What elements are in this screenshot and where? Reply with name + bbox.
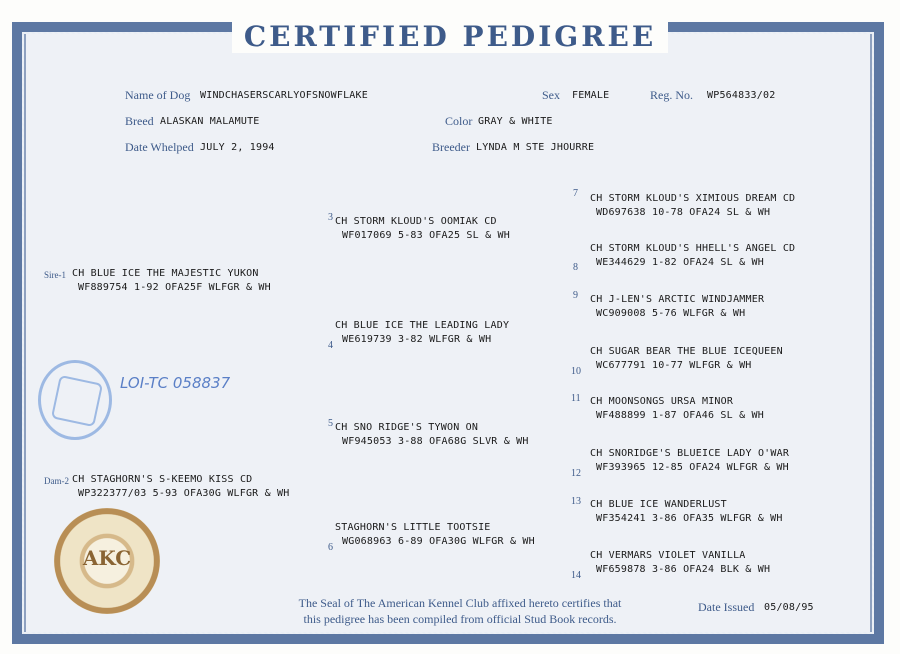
ggp-number: 14: [571, 570, 581, 581]
gp-name: CH STORM KLOUD'S OOMIAK CD: [335, 216, 497, 227]
sire-detail: WF889754 1-92 OFA25F WLFGR & WH: [78, 282, 271, 293]
gp-name: CH SNO RIDGE'S TYWON ON: [335, 422, 479, 433]
gp-detail: WE619739 3-82 WLFGR & WH: [342, 334, 492, 345]
ggp-name: CH VERMARS VIOLET VANILLA: [590, 550, 746, 561]
color-value: GRAY & WHITE: [478, 116, 553, 127]
gp-number: 5: [328, 418, 333, 429]
breed-value: ALASKAN MALAMUTE: [160, 116, 260, 127]
ggp-name: CH SUGAR BEAR THE BLUE ICEQUEEN: [590, 346, 783, 357]
ggp-name: CH STORM KLOUD'S HHELL'S ANGEL CD: [590, 243, 796, 254]
date-issued-label: Date Issued: [698, 600, 755, 614]
breed-label: Breed: [125, 114, 154, 128]
dog-name: WINDCHASERSCARLYOFSNOWFLAKE: [200, 90, 368, 101]
ggp-name: CH STORM KLOUD'S XIMIOUS DREAM CD: [590, 193, 796, 204]
ggp-detail: WE344629 1-82 OFA24 SL & WH: [596, 257, 764, 268]
reg-label: Reg. No.: [650, 88, 693, 102]
ggp-name: CH SNORIDGE'S BLUEICE LADY O'WAR: [590, 448, 790, 459]
ggp-detail: WF393965 12-85 OFA24 WLFGR & WH: [596, 462, 789, 473]
color-label: Color: [445, 114, 473, 128]
whelped-value: JULY 2, 1994: [200, 142, 275, 153]
ggp-name: CH J-LEN'S ARCTIC WINDJAMMER: [590, 294, 765, 305]
registration-stamp: [38, 360, 112, 440]
ggp-number: 7: [573, 188, 578, 199]
reg-value: WP564833/02: [707, 90, 776, 101]
seal-text: AKC: [82, 546, 132, 570]
ggp-number: 10: [571, 366, 581, 377]
ggp-detail: WD697638 10-78 OFA24 SL & WH: [596, 207, 771, 218]
dam-name: CH STAGHORN'S S-KEEMO KISS CD: [72, 474, 253, 485]
footer-line-2: this pedigree has been compiled from official Stud Book records.: [303, 612, 617, 626]
sex-label: Sex: [542, 88, 560, 102]
ggp-detail: WF659878 3-86 OFA24 BLK & WH: [596, 564, 771, 575]
gp-detail: WF017069 5-83 OFA25 SL & WH: [342, 230, 510, 241]
ggp-detail: WF488899 1-87 OFA46 SL & WH: [596, 410, 764, 421]
akc-seal: [54, 508, 160, 614]
date-issued-value: 05/08/95: [764, 602, 814, 613]
dam-detail: WP322377/03 5-93 OFA30G WLFGR & WH: [78, 488, 290, 499]
sex-value: FEMALE: [572, 90, 610, 101]
whelped-label: Date Whelped: [125, 140, 194, 154]
ggp-detail: WC909008 5-76 WLFGR & WH: [596, 308, 746, 319]
breeder-label: Breeder: [432, 140, 470, 154]
ggp-number: 8: [573, 262, 578, 273]
ggp-number: 12: [571, 468, 581, 479]
ggp-number: 13: [571, 496, 581, 507]
breeder-value: LYNDA M STE JHOURRE: [476, 142, 595, 153]
certificate-title: CERTIFIED PEDIGREE: [0, 20, 900, 53]
gp-detail: WF945053 3-88 OFA68G SLVR & WH: [342, 436, 529, 447]
footer-line-1: The Seal of The American Kennel Club affixed hereto certifies that: [298, 596, 622, 610]
ggp-number: 11: [571, 393, 581, 404]
dam-label: Dam-2: [44, 476, 69, 486]
sire-label: Sire-1: [44, 270, 66, 280]
ggp-name: CH MOONSONGS URSA MINOR: [590, 396, 734, 407]
gp-name: STAGHORN'S LITTLE TOOTSIE: [335, 522, 491, 533]
gp-number: 6: [328, 542, 333, 553]
handwritten-note: LOI-TC 058837: [120, 374, 231, 392]
ggp-number: 9: [573, 290, 578, 301]
sire-name: CH BLUE ICE THE MAJESTIC YUKON: [72, 268, 259, 279]
ggp-name: CH BLUE ICE WANDERLUST: [590, 499, 727, 510]
gp-number: 3: [328, 212, 333, 223]
name-label: Name of Dog: [125, 88, 191, 102]
gp-detail: WG068963 6-89 OFA30G WLFGR & WH: [342, 536, 535, 547]
ggp-detail: WC677791 10-77 WLFGR & WH: [596, 360, 752, 371]
ggp-detail: WF354241 3-86 OFA35 WLFGR & WH: [596, 513, 783, 524]
gp-name: CH BLUE ICE THE LEADING LADY: [335, 320, 510, 331]
gp-number: 4: [328, 340, 333, 351]
